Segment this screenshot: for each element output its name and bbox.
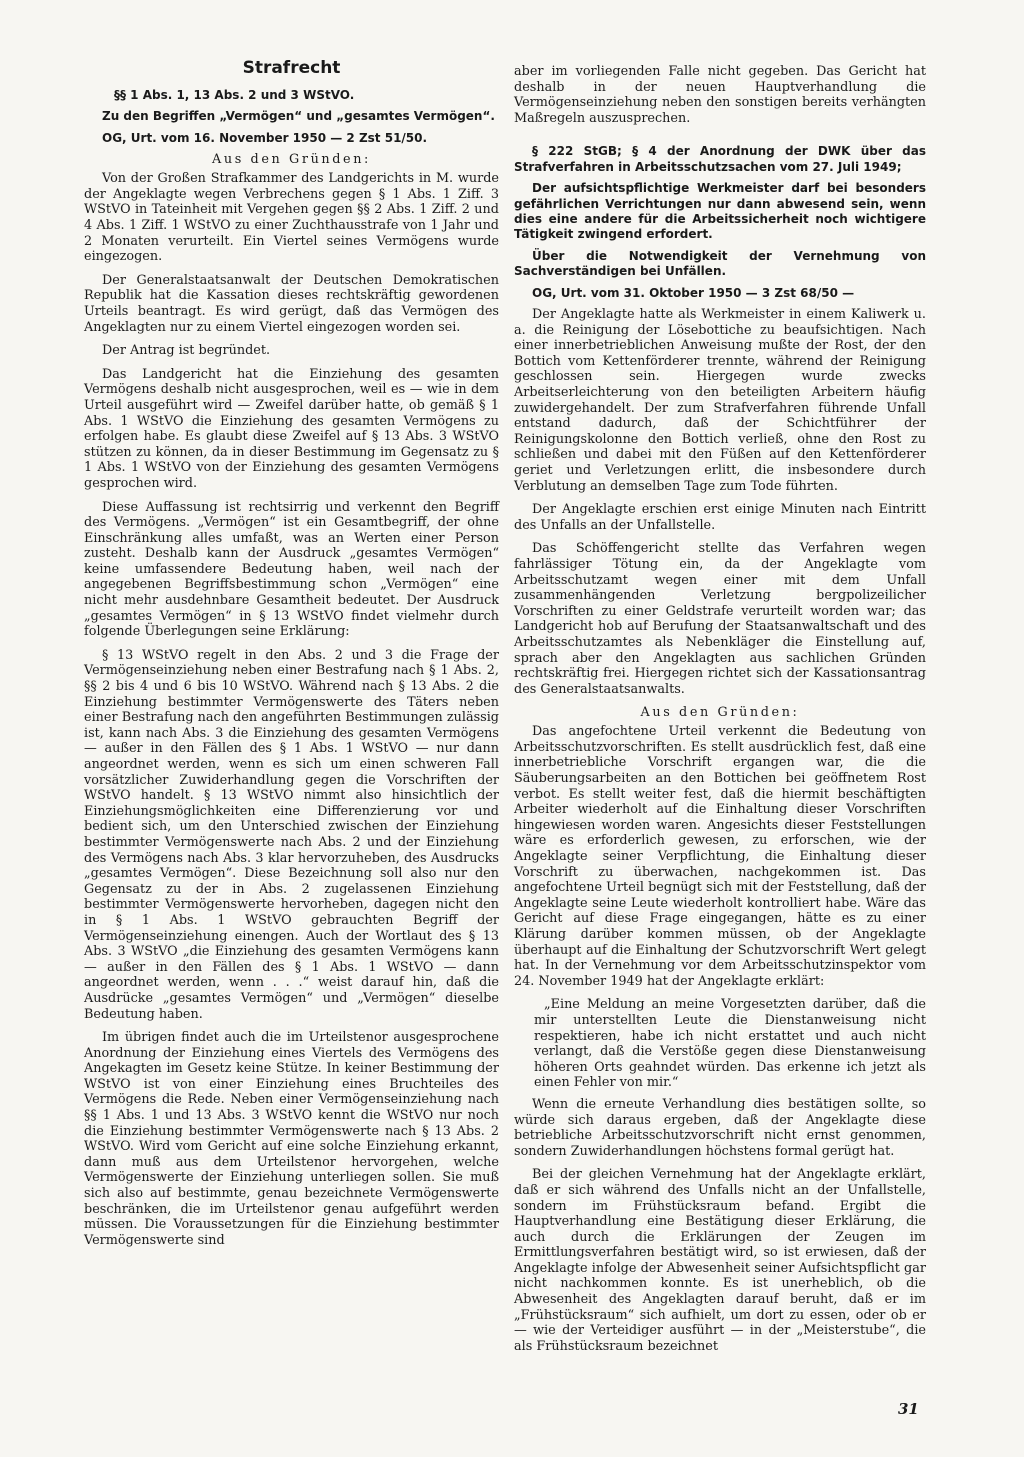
case-headnote-2: Über die Notwendigkeit der Vernehmung von Sachverständigen bei Unfällen. (514, 248, 926, 279)
quotation: „Eine Meldung an meine Vorgesetzten darüber, daß die mir unterstellten Leute die Dienstanweisung nicht respektieren, habe ich nicht erstattet und auch nicht verlangt, daß die Verstöße gegen diese Dienstanweisung höheren Orts geahndet würden. Das erkenne ich jetzt als einen Fehler von mir.“ (534, 997, 926, 1091)
case-citation: OG, Urt. vom 16. November 1950 — 2 Zst 51/50. (102, 130, 428, 145)
paragraph: Im übrigen findet auch die im Urteilstenor ausgesprochene Anordnung der Einziehung eines Viertels des Vermögens des Angekagten im Gesetz keine Stütze. In keiner Bestimmung der WStVO ist von einer Einziehung eines Bruchteiles des Vermögens die Rede. Neben einer Vermögenseinziehung nach §§ 1 Abs. 1 und 13 Abs. 3 WStVO kennt die WStVO nur noch die Einziehung bestimmter Vermögenswerte nach § 13 Abs. 2 WStVO. Wird vom Gericht auf eine solche Einziehung erkannt, dann muß aus dem Urteilstenor hervorgehen, welche Vermögenswerte der Einziehung unterliegen sollen. Sie muß sich also auf bestimmte, genau bezeichnete Vermögenswerte beschränken, die im Urteilstenor genau aufgeführt werden müssen. Die Voraussetzungen für die Einziehung bestimmter Vermögenswerte sind (84, 1030, 499, 1248)
left-column (84, 58, 499, 1256)
case-citation: OG, Urt. vom 31. Oktober 1950 — 3 Zst 68/50 — (532, 285, 855, 300)
page-number: 31 (898, 1400, 919, 1418)
paragraph: Der Angeklagte hatte als Werkmeister in einem Kaliwerk u. a. die Reinigung der Lösebottiche zu beaufsichtigen. Nach einer innerbetrieblichen Anweisung mußte der Rost, der den Bottich vom Kettenförderer trennte, während der Reinigung geschlossen sein. Hiergegen wurde zwecks Arbeitserleichterung von den beteiligten Arbeitern häufig zuwidergehandelt. Der zum Strafverfahren führende Unfall entstand dadurch, daß der Schichtführer der Reinigungskolonne den Bottich verließ, ohne den Rost zu schließen und dabei mit den Füßen auf den Kettenförderer geriet und Verletzungen erlitt, die insbesondere durch Verblutung an demselben Tage zum Tode führten. (514, 307, 926, 494)
paragraph: Wenn die erneute Verhandlung dies bestätigen sollte, so würde sich daraus ergeben, daß der Angeklagte diese betriebliche Arbeitsschutzvorschrift nicht ernst genommen, sondern Zuwiderhandlungen höchstens formal gerügt hat. (514, 1096, 926, 1159)
case-headnote: Der aufsichtspflichtige Werkmeister darf bei besonders gefährlichen Verrichtungen nur dann abwesend sein, wenn dies eine andere für die Arbeitssicherheit noch wichtigere Tätigkeit zwingend erfordert. (514, 181, 926, 242)
paragraph: Das Schöffengericht stellte das Verfahren wegen fahrlässiger Tötung ein, da der Angeklagte vom Arbeitsschutzamt wegen einer mit dem Unfall zusammenhängenden Verletzung bergpolizeilicher Vorschriften zu einer Geldstrafe verurteilt worden war; das Landgericht hob auf Berufung der Staatsanwaltschaft und des Arbeitsschutzamtes als Nebenkläger die Einstellung auf, sprach aber den Angeklagten aus sachlichen Gründen rechtskräftig frei. Hiergegen richtet sich der Kassationsantrag des Generalstaatsanwalts. (514, 541, 926, 697)
paragraph: Bei der gleichen Vernehmung hat der Angeklagte erklärt, daß er sich während des Unfalls nicht an der Unfallstelle, sondern im Frühstücksraum befand. Ergibt die Hauptverhandlung eine Bestätigung dieser Erklärung, die auch durch die Erklärungen der Zeugen im Ermittlungsverfahren bestätigt wird, so ist erwiesen, daß der Angeklagte infolge der Abwesenheit seiner Aufsichtspflicht gar nicht nachkommen konnte. Es ist unerheblich, ob die Abwesenheit des Angeklagten darauf beruht, daß er im „Frühstücksraum“ sich aufhielt, um dort zu essen, oder ob er — wie der Verteidiger ausführt — in der „Meisterstube“, die als Frühstücksraum bezeichnet (514, 1167, 926, 1354)
right-column (514, 64, 926, 1362)
grounds-heading: Aus den Gründen: (640, 705, 800, 721)
paragraph: Das Landgericht hat die Einziehung des gesamten Vermögens deshalb nicht ausgesprochen, weil es — wie in dem Urteil ausgeführt wird — Zweifel darüber hatte, ob gemäß § 1 Abs. 1 WStVO die Einziehung des gesamten Vermögens zu erfolgen habe. Es glaubt diese Zweifel auf § 13 Abs. 3 WStVO stützen zu können, da in dieser Bestimmung im Gegensatz zu § 1 Abs. 1 WStVO von der Einziehung des gesamten Vermögens gesprochen wird. (84, 366, 499, 491)
grounds-heading: Aus den Gründen: (212, 152, 371, 168)
case-headnote: Zu den Begriffen „Vermögen“ und „gesamtes Vermögen“. (102, 109, 495, 124)
paragraph: Der Angeklagte erschien erst einige Minuten nach Eintritt des Unfalls an der Unfallstelle. (514, 502, 926, 533)
case-legal-basis: §§ 1 Abs. 1, 13 Abs. 2 und 3 WStVO. (114, 88, 355, 102)
case-legal-basis: § 222 StGB; § 4 der Anordnung der DWK über das Strafverfahren in Arbeitsschutzsachen vom 27. Juli 1949; (514, 144, 926, 174)
paragraph: Das angefochtene Urteil verkennt die Bedeutung von Arbeitsschutzvorschriften. Es stellt ausdrücklich fest, daß eine innerbetriebliche Vorschrift ergangen war, die die Säuberungsarbeiten an den Bottichen bei geöffnetem Rost verbot. Es stellt weiter fest, daß die hiermit beschäftigten Arbeiter wiederholt auf die Einhaltung dieser Vorschriften hingewiesen worden waren. Angesichts dieser Feststellungen wäre es erforderlich gewesen, zu erforschen, wie der Angeklagte seiner Verpflichtung, die Einhaltung dieser Vorschrift zu überwachen, nachgekommen ist. Das angefochtene Urteil begnügt sich mit der Feststellung, daß der Angeklagte seine Leute wiederholt kontrolliert habe. Wäre das Gericht auf diese Frage eingegangen, hätte es zu einer Klärung darüber kommen müssen, ob der Angeklagte überhaupt auf die Einhaltung der Schutzvorschrift Wert gelegt hat. In der Vernehmung vor dem Arbeitsschutzinspektor vom 24. November 1949 hat der Angeklagte erklärt: (514, 724, 926, 989)
paragraph: § 13 WStVO regelt in den Abs. 2 und 3 die Frage der Vermögenseinziehung neben einer Bestrafung nach § 1 Abs. 2, §§ 2 bis 4 und 6 bis 10 WStVO. Während nach § 13 Abs. 2 die Einziehung bestimmter Vermögenswerte des Täters neben einer Bestrafung nach den angeführten Bestimmungen zulässig ist, kann nach Abs. 3 die Einziehung des gesamten Vermögens — außer in den Fällen des § 1 Abs. 1 WStVO — nur dann angeordnet werden, wenn es sich um einen schweren Fall vorsätzlicher Zuwiderhandlung gegen die Vorschriften der WStVO handelt. § 13 WStVO nimmt also hinsichtlich der Einziehungsmöglichkeiten eine Differenzierung vor und bedient sich, um den Unterschied zwischen der Einziehung bestimmter Vermögenswerte nach Abs. 2 und der Einziehung des Vermögens nach Abs. 3 klar hervorzuheben, des Ausdrucks „gesamtes Vermögen“. Diese Bezeichnung soll also nur den Gegensatz zu der in Abs. 2 zugelassenen Einziehung bestimmter Vermögenswerte hervorheben, dagegen nicht den in § 1 Abs. 1 WStVO gebrauchten Begriff der Vermögenseinziehung einengen. Auch der Wortlaut des § 13 Abs. 3 WStVO „die Einziehung des gesamten Vermögens kann — außer in den Fällen des § 1 Abs. 1 WStVO — dann angeordnet werden, wenn . . .“ weist darauf hin, daß die Ausdrücke „gesamtes Vermögen“ und „Vermögen“ dieselbe Bedeutung haben. (84, 647, 499, 1022)
paragraph: Diese Auffassung ist rechtsirrig und verkennt den Begriff des Vermögens. „Vermögen“ ist ein Gesamtbegriff, der ohne Einschränkung alles umfaßt, was an Werten einer Person zusteht. Deshalb kann der Ausdruck „gesamtes Vermögen“ keine umfassendere Bedeutung haben, weil nach der angegebenen Begriffsbestimmung schon „Vermögen“ eine nicht mehr ausdehnbare Gesamtheit bedeutet. Der Ausdruck „gesamtes Vermögen“ in § 13 WStVO findet vielmehr durch folgende Überlegungen seine Erklärung: (84, 499, 499, 640)
paragraph: Der Generalstaatsanwalt der Deutschen Demokratischen Republik hat die Kassation dieses rechtskräftig gewordenen Urteils beantragt. Es wird gerügt, daß das Vermögen des Angeklagten nur zu einem Viertel eingezogen worden sei. (84, 272, 499, 335)
paragraph: Der Antrag ist begründet. (102, 343, 271, 359)
section-title: Strafrecht (242, 58, 341, 78)
paragraph: Von der Großen Strafkammer des Landgerichts in M. wurde der Angeklagte wegen Verbrechens gegen § 1 Abs. 1 Ziff. 3 WStVO in Tateinheit mit Vergehen gegen §§ 2 Abs. 1 Ziff. 2 und 4 Abs. 1 Ziff. 1 WStVO zu einer Zuchthausstrafe von 1 Jahr und 2 Monaten verurteilt. Ein Viertel seines Vermögens wurde eingezogen. (84, 171, 499, 265)
paragraph: aber im vorliegenden Falle nicht gegeben. Das Gericht hat deshalb in der neuen Hauptverhandlung die Vermögenseinziehung neben den sonstigen bereits verhängten Maßregeln auszusprechen. (514, 64, 926, 126)
